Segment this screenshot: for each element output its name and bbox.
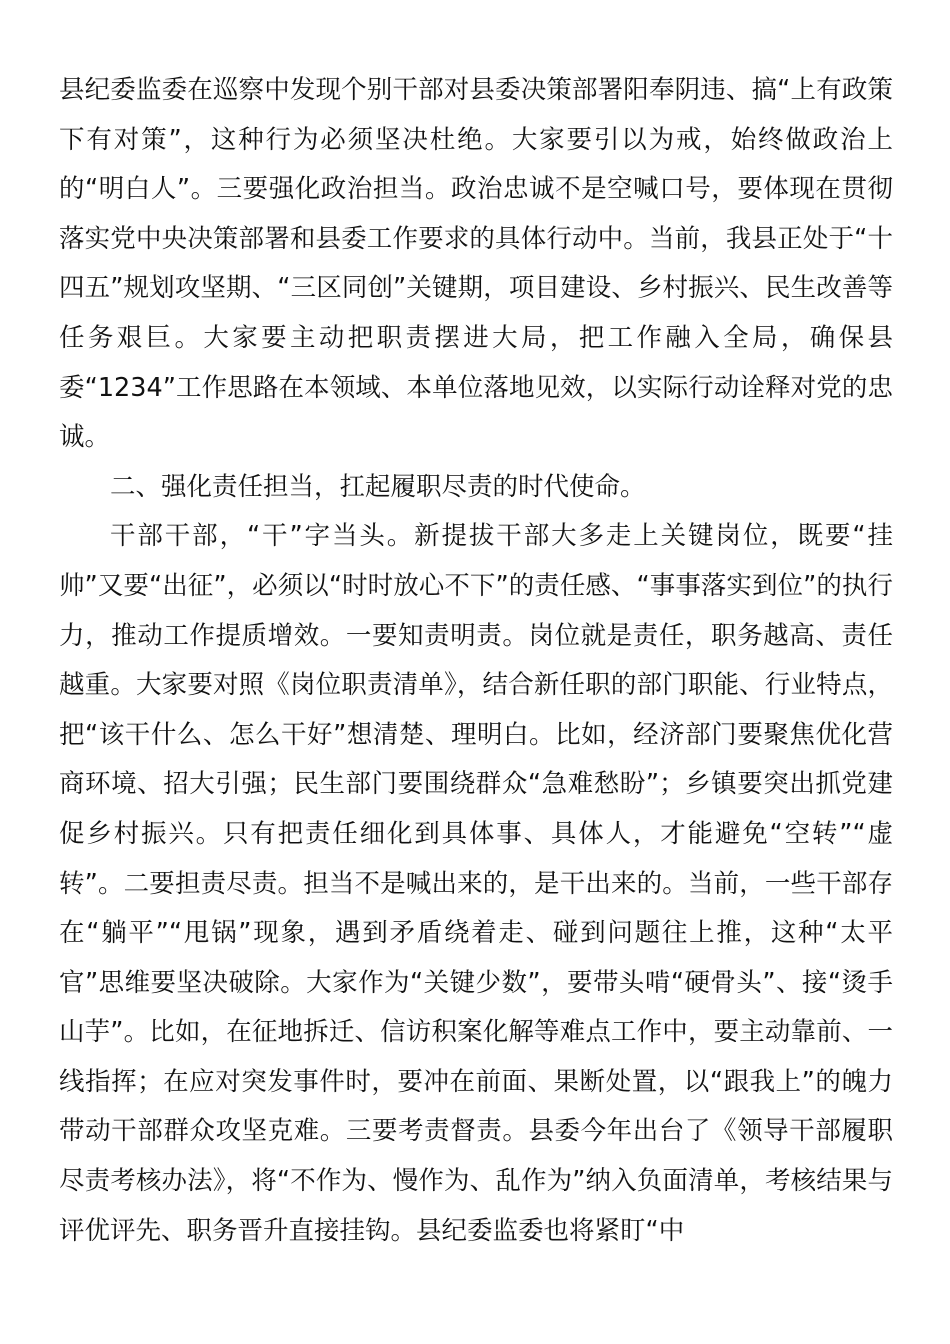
section-heading: 二、强化责任担当，扛起履职尽责的时代使命。 — [110, 471, 646, 502]
continued-paragraph: 县纪委监委在巡察中发现个别干部对县委决策部署阳奉阴违、搞“上有政策下有对策”，这种行为必须坚决杜绝。大家要引以为戒，始终做政治上的“明白人”。三要强化政治担当。政治忠诚不是空喊口号，要体现在贯彻落实党中央决策部署和县委工作要求的具体行动中。当前，我县正处于“十四五”规划攻坚期、“三区同创”关键期，项目建设、乡村振兴、民生改善等任务艰巨。大家要主动把职责摆进大局，把工作融入全局，确保县委“1234”工作思路在本领域、本单位落地见效，以实际行动诠释对党的忠诚。 — [59, 75, 893, 453]
body-paragraph: 干部干部，“干”字当头。新提拔干部大多走上关键岗位，既要“挂帅”又要“出征”，必须以“时时放心不下”的责任感、“事事落实到位”的执行力，推动工作提质增效。一要知责明责。岗位就是责任，职务越高、责任越重。大家要对照《岗位职责清单》，结合新任职的部门职能、行业特点，把“该干什么、怎么干好”想清楚、理明白。比如，经济部门要聚焦优化营商环境、招大引强；民生部门要围绕群众“急难愁盼”；乡镇要突出抓党建促乡村振兴。只有把责任细化到具体事、具体人，才能避免“空转”“虚转”。二要担责尽责。担当不是喊出来的，是干出来的。当前，一些干部存在“躺平”“甩锅”现象，遇到矛盾绕着走、碰到问题往上推，这种“太平官”思维要坚决破除。大家作为“关键少数”，要带头啃“硬骨头”、接“烫手山芋”。比如，在征地拆迁、信访积案化解等难点工作中，要主动靠前、一线指挥；在应对突发事件时，要冲在前面、果断处置，以“跟我上”的魄力带动干部群众攻坚克难。三要考责督责。县委今年出台了《领导干部履职尽责考核办法》，将“不作为、慢作为、乱作为”纳入负面清单，考核结果与评优评先、职务晋升直接挂钩。县纪委监委也将紧盯“中 — [59, 521, 893, 1246]
document-page — [59, 66, 893, 1256]
